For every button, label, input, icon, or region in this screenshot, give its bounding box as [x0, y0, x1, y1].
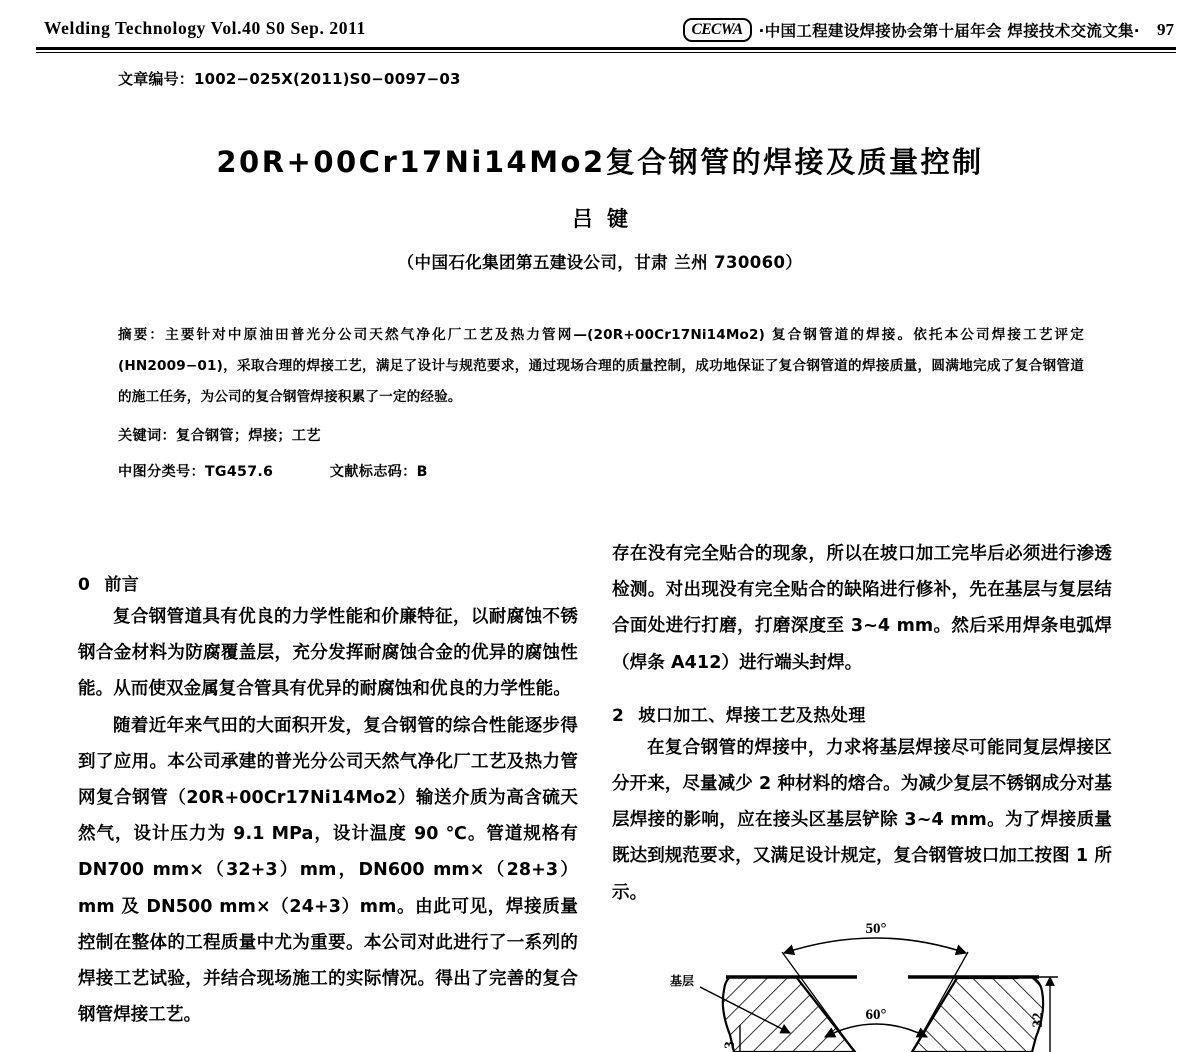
angle-label-50: 50° [865, 921, 887, 937]
journal-info: Welding Technology Vol.40 S0 Sep. 2011 [44, 18, 366, 38]
base-metal-left [723, 977, 855, 1052]
section-heading-0 [78, 570, 578, 595]
keywords: 关键词：复合钢管；焊接；工艺 [118, 428, 321, 444]
header-rule-thick [36, 47, 1176, 50]
figure-weld-groove [612, 915, 1152, 1052]
section-number: 2 [612, 705, 625, 726]
section-title: 坡口加工、焊接工艺及热处理 [638, 705, 866, 726]
conference-info [683, 18, 1174, 42]
angle-label-60: 60° [865, 1007, 887, 1023]
paragraph: 存在没有完全贴合的现象，所以在坡口加工完毕后必须进行渗透检测。对出现没有完全贴合的缺陷进行修补，先在基层与复层结合面处进行打磨，打磨深度至 3~4 mm。然后采用焊条电弧焊（焊条 A412）进行端头封焊。 [612, 544, 1112, 673]
classification-line [118, 457, 1084, 488]
abstract-block [118, 320, 1084, 488]
section-number: 0 [78, 575, 91, 595]
abstract-text: 摘要：主要针对中原油田普光分公司天然气净化厂工艺及热力管网—(20R+00Cr17Ni14Mo2) 复合钢管道的焊接。依托本公司焊接工艺评定 (HN2009−01)，采取合理的焊接工艺，满足了设计与规范要求，通过现场合理的质量控制，成功地保证了复合钢管道的焊接质量，圆满地完成了复合钢管道的施工任务，为公司的复合钢管焊接积累了一定的经验。 [118, 327, 1084, 405]
page-title: 20R+00Cr17Ni14Mo2复合钢管的焊接及质量控制 [216, 145, 984, 180]
article-number: 文章编号：1002−025X(2011)S0−0097−03 [118, 70, 461, 88]
dim-label-left: 3 [722, 1041, 738, 1049]
conference-title: ·中国工程建设焊接协会第十届年会 焊接技术交流文集· [758, 22, 1140, 41]
dim-label-right: 32 [1030, 1012, 1046, 1028]
angle-arc-50 [784, 938, 966, 953]
base-metal-right [912, 977, 1043, 1052]
body-column-right [612, 536, 1112, 911]
document-code: 文献标志码：B [329, 464, 428, 480]
clc-number: 中图分类号：TG457.6 [118, 464, 274, 480]
cecwa-logo: CECWA [683, 18, 752, 42]
section-title: 前言 [104, 575, 140, 595]
page-number: 97 [1157, 20, 1174, 40]
author-affiliation: （中国石化集团第五建设公司，甘肃 兰州 730060） [397, 253, 803, 272]
header-rule-thin [36, 52, 1176, 53]
paragraph: 在复合钢管的焊接中，力求将基层焊接尽可能同复层焊接区分开来，尽量减少 2 种材料的熔合。为减少复层不锈钢成分对基层焊接的影响，应在接头区基层铲除 3~4 mm。为了焊接质量既达到规范要求，又满足设计规定，复合钢管坡口加工按图 1 所示。 [612, 737, 1112, 903]
running-head [0, 18, 1200, 44]
paragraph: 随着近年来气田的大面积开发，复合钢管的综合性能逐步得到了应用。本公司承建的普光分公司天然气净化厂工艺及热力管网复合钢管（20R+00Cr17Ni14Mo2）输送介质为高含硫天然气，设计压力为 9.1 MPa，设计温度 90 ℃。管道规格有 DN700 mm×（32+3）mm，DN600 mm×（28+3）mm 及 DN500 mm×（24+3）mm。由此可见，焊接质量控制在整体的工程质量中尤为重要。本公司对此进行了一系列的焊接工艺试验，并结合现场施工的实际情况。得出了完善的复合钢管焊接工艺。 [78, 715, 578, 1026]
section-heading-2 [612, 701, 1112, 726]
paragraph: 复合钢管道具有优良的力学性能和价廉特征，以耐腐蚀不锈钢合金材料为防腐覆盖层，充分发挥耐腐蚀合金的优异的腐蚀性能。从而使双金属复合管具有优异的耐腐蚀和优良的力学性能。 [78, 607, 578, 700]
author-name: 吕键 [572, 207, 642, 231]
figure-label-base-layer: 基层 [670, 974, 695, 988]
section-spacer [612, 681, 1112, 701]
body-column-left [78, 570, 578, 1033]
